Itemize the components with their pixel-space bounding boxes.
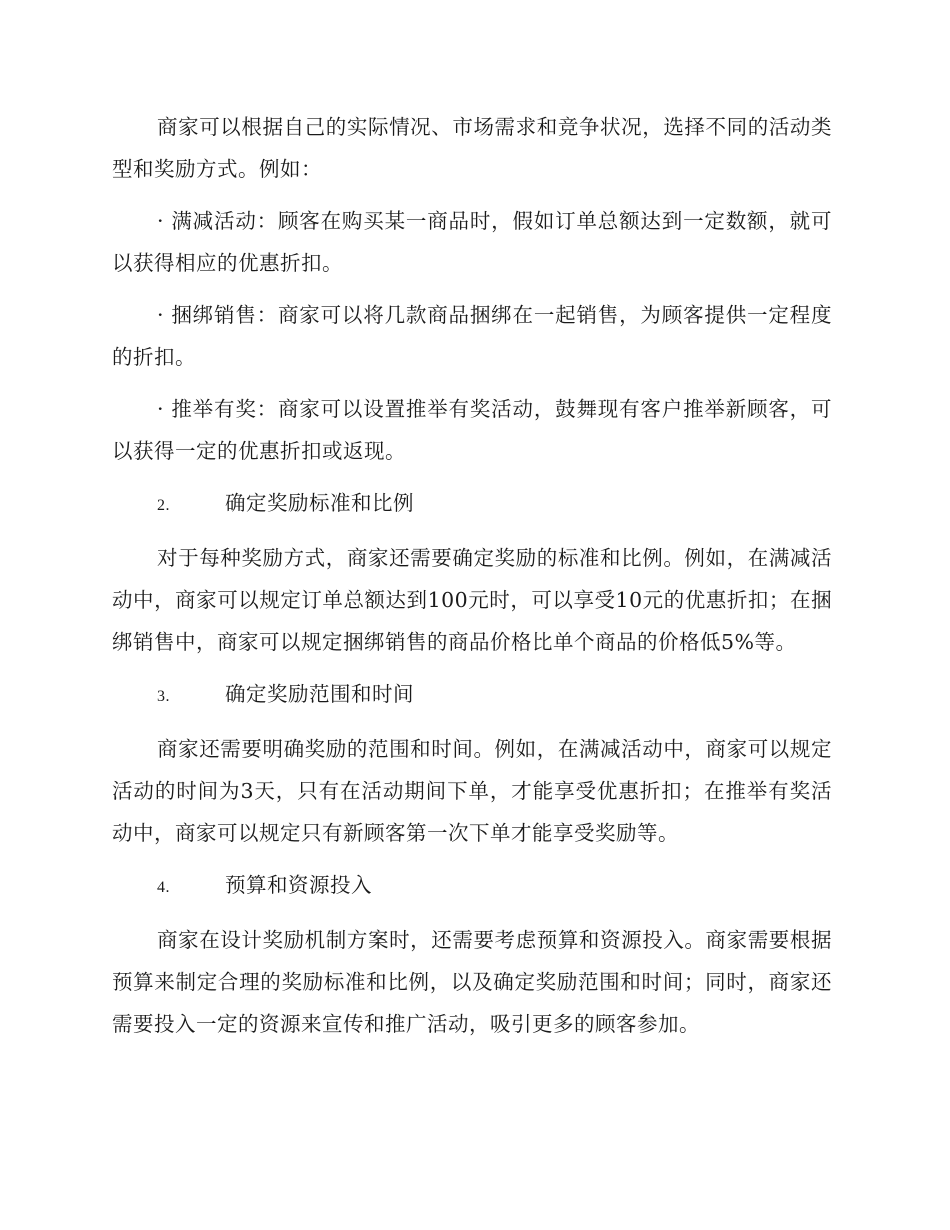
document-page	[112, 106, 832, 1055]
section-body-4: 商家在设计奖励机制方案时，还需要考虑预算和资源投入。商家需要根据预算来制定合理的奖励标准和比例，以及确定奖励范围和时间；同时，商家还需要投入一定的资源来宣传和推广活动，吸引更多的顾客参加。	[112, 928, 832, 1036]
section-title: 确定奖励范围和时间	[225, 682, 414, 706]
section-heading-3	[112, 673, 832, 718]
intro-paragraph: 商家可以根据自己的实际情况、市场需求和竞争状况，选择不同的活动类型和奖励方式。例如：	[112, 115, 832, 181]
section-title: 确定奖励标准和比例	[225, 491, 414, 515]
section-heading-4	[112, 864, 832, 909]
bullet-full-reduction: · 满减活动：顾客在购买某一商品时，假如订单总额达到一定数额，就可以获得相应的优惠折扣。	[112, 209, 832, 275]
section-number: 4.	[157, 879, 170, 896]
section-heading-2	[112, 482, 832, 527]
section-body-2: 对于每种奖励方式，商家还需要确定奖励的标准和比例。例如，在满减活动中，商家可以规定订单总额达到100元时，可以享受10元的优惠折扣；在捆绑销售中，商家可以规定捆绑销售的商品价格比单个商品的价格低5%等。	[112, 546, 832, 654]
section-body-3: 商家还需要明确奖励的范围和时间。例如，在满减活动中，商家可以规定活动的时间为3天，只有在活动期间下单，才能享受优惠折扣；在推举有奖活动中，商家可以规定只有新顾客第一次下单才能享受奖励等。	[112, 737, 832, 845]
bullet-referral-reward: · 推举有奖：商家可以设置推举有奖活动，鼓舞现有客户推举新顾客，可以获得一定的优惠折扣或返现。	[112, 397, 832, 463]
section-number: 3.	[157, 688, 170, 705]
section-title: 预算和资源投入	[225, 873, 372, 897]
bullet-bundle-sales: · 捆绑销售：商家可以将几款商品捆绑在一起销售，为顾客提供一定程度的折扣。	[112, 303, 832, 369]
section-number: 2.	[157, 497, 170, 514]
